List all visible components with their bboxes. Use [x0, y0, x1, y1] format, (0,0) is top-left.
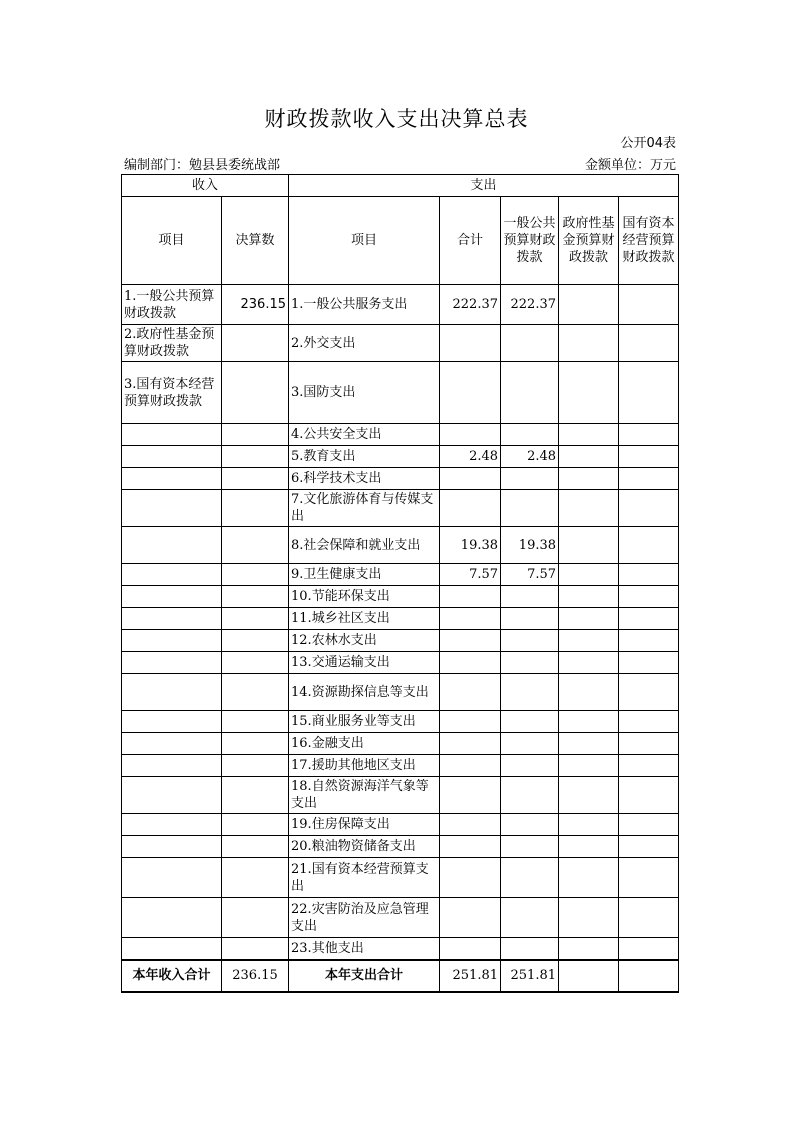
income-amount-cell: [222, 630, 289, 652]
state-capital-cell: [619, 858, 679, 898]
final-accounts-table: [121, 174, 679, 993]
expense-item-cell: 18.自然资源海洋气象等支出: [289, 777, 440, 814]
header-state-capital: 国有资本经营预算财政拨款: [619, 197, 679, 285]
general-budget-cell: [501, 608, 559, 630]
header-general-budget: 一般公共预算财政拨款: [501, 197, 559, 285]
gov-fund-cell: [559, 777, 619, 814]
income-item-cell: [122, 608, 222, 630]
expense-item-cell: 20.粮油物资储备支出: [289, 836, 440, 858]
expense-item-cell: 13.交通运输支出: [289, 652, 440, 674]
expense-total-cell: 19.38: [440, 527, 501, 564]
gov-fund-cell: [559, 755, 619, 777]
income-amount-cell: [222, 468, 289, 490]
income-item-cell: [122, 814, 222, 836]
general-budget-cell: [501, 468, 559, 490]
expense-item-cell: 17.援助其他地区支出: [289, 755, 440, 777]
expense-item-cell: 7.文化旅游体育与传媒支出: [289, 490, 440, 527]
expense-item-cell: 23.其他支出: [289, 938, 440, 960]
income-amount-cell: [222, 490, 289, 527]
expense-item-cell: 10.节能环保支出: [289, 586, 440, 608]
income-item-cell: [122, 586, 222, 608]
general-budget-cell: [501, 733, 559, 755]
income-item-cell: [122, 652, 222, 674]
general-budget-cell: [501, 325, 559, 362]
general-budget-cell: [501, 755, 559, 777]
gov-fund-cell: [559, 285, 619, 325]
table-row: [122, 711, 679, 733]
general-budget-cell: [501, 711, 559, 733]
gov-fund-cell: [559, 674, 619, 711]
income-amount-cell: [222, 446, 289, 468]
gov-fund-cell: [559, 858, 619, 898]
expense-item-cell: 8.社会保障和就业支出: [289, 527, 440, 564]
expense-total-cell: [440, 898, 501, 938]
expense-total-cell: 2.48: [440, 446, 501, 468]
state-capital-cell: [619, 711, 679, 733]
table-row: [122, 325, 679, 362]
income-amount-cell: [222, 814, 289, 836]
expense-total-cell: [440, 674, 501, 711]
gov-fund-cell: [559, 424, 619, 446]
general-budget-cell: [501, 858, 559, 898]
income-item-cell: [122, 630, 222, 652]
header-gov-fund: 政府性基金预算财政拨款: [559, 197, 619, 285]
income-total-amount: 236.15: [222, 960, 289, 992]
gov-fund-cell: [559, 564, 619, 586]
gov-fund-cell: [559, 711, 619, 733]
general-budget-cell: [501, 630, 559, 652]
general-budget-cell: [501, 938, 559, 960]
income-item-cell: [122, 468, 222, 490]
state-capital-cell: [619, 325, 679, 362]
income-item-cell: 1.一般公共预算财政拨款: [122, 285, 222, 325]
gov-fund-cell: [559, 446, 619, 468]
expense-item-cell: 19.住房保障支出: [289, 814, 440, 836]
expense-item-cell: 9.卫生健康支出: [289, 564, 440, 586]
income-item-cell: [122, 755, 222, 777]
expense-item-cell: 22.灾害防治及应急管理支出: [289, 898, 440, 938]
gov-fund-cell: [559, 836, 619, 858]
table-row: [122, 814, 679, 836]
table-row: [122, 630, 679, 652]
general-budget-cell: 19.38: [501, 527, 559, 564]
state-capital-cell: [619, 490, 679, 527]
state-capital-cell: [619, 836, 679, 858]
income-amount-cell: [222, 674, 289, 711]
income-item-cell: [122, 490, 222, 527]
gov-fund-cell: [559, 938, 619, 960]
header-total: 合计: [440, 197, 501, 285]
table-row: [122, 858, 679, 898]
state-capital-cell: [619, 898, 679, 938]
income-item-cell: [122, 836, 222, 858]
general-budget-cell: [501, 777, 559, 814]
table-row: [122, 674, 679, 711]
table-row: [122, 777, 679, 814]
expense-total-cell: [440, 630, 501, 652]
state-capital-cell: [619, 755, 679, 777]
gov-fund-cell: [559, 527, 619, 564]
state-capital-cell: [619, 564, 679, 586]
expense-total-cell: [440, 468, 501, 490]
state-capital-cell: [619, 424, 679, 446]
income-amount-cell: [222, 777, 289, 814]
expense-total-cell: [440, 362, 501, 424]
general-budget-cell: [501, 674, 559, 711]
income-amount-cell: [222, 898, 289, 938]
table-row: [122, 468, 679, 490]
header-row-columns: [122, 197, 679, 285]
expense-total-cell: 7.57: [440, 564, 501, 586]
header-expense-item: 项目: [289, 197, 440, 285]
expense-total-sum: 251.81: [440, 960, 501, 992]
table-row: [122, 564, 679, 586]
table-row: [122, 586, 679, 608]
state-capital-cell: [619, 362, 679, 424]
expense-total-label: 本年支出合计: [289, 960, 440, 992]
general-budget-total: 251.81: [501, 960, 559, 992]
state-capital-cell: [619, 285, 679, 325]
header-final-amount: 决算数: [222, 197, 289, 285]
gov-fund-cell: [559, 586, 619, 608]
income-item-cell: 3.国有资本经营预算财政拨款: [122, 362, 222, 424]
gov-fund-cell: [559, 733, 619, 755]
income-item-cell: [122, 938, 222, 960]
income-amount-cell: [222, 711, 289, 733]
gov-fund-cell: [559, 362, 619, 424]
table-row: [122, 362, 679, 424]
table-row: [122, 446, 679, 468]
general-budget-cell: [501, 424, 559, 446]
table-row: [122, 733, 679, 755]
expense-total-cell: [440, 424, 501, 446]
expense-total-cell: [440, 652, 501, 674]
unit-label: 金额单位：万元: [584, 158, 676, 173]
income-item-cell: [122, 527, 222, 564]
gov-fund-cell: [559, 325, 619, 362]
expense-item-cell: 6.科学技术支出: [289, 468, 440, 490]
table-row: [122, 836, 679, 858]
state-capital-cell: [619, 608, 679, 630]
expense-total-cell: [440, 836, 501, 858]
page-title: 财政拨款收入支出决算总表: [264, 107, 529, 131]
table-row: [122, 755, 679, 777]
state-capital-cell: [619, 777, 679, 814]
state-capital-cell: [619, 527, 679, 564]
expense-total-cell: [440, 586, 501, 608]
expense-item-cell: 12.农林水支出: [289, 630, 440, 652]
expense-total-cell: [440, 858, 501, 898]
expense-total-cell: 222.37: [440, 285, 501, 325]
table-row: [122, 652, 679, 674]
table-row: [122, 527, 679, 564]
income-amount-cell: [222, 325, 289, 362]
expense-total-cell: [440, 733, 501, 755]
general-budget-cell: [501, 586, 559, 608]
header-income: 收入: [122, 175, 289, 197]
table-row: [122, 608, 679, 630]
expense-item-cell: 5.教育支出: [289, 446, 440, 468]
expense-total-cell: [440, 490, 501, 527]
income-amount-cell: [222, 733, 289, 755]
gov-fund-cell: [559, 898, 619, 938]
state-capital-cell: [619, 814, 679, 836]
header-row-group: [122, 175, 679, 197]
dept-label: 编制部门：勉县县委统战部: [124, 158, 281, 173]
table-row: [122, 285, 679, 325]
state-capital-cell: [619, 446, 679, 468]
general-budget-cell: 2.48: [501, 446, 559, 468]
income-item-cell: [122, 564, 222, 586]
expense-item-cell: 2.外交支出: [289, 325, 440, 362]
income-amount-cell: [222, 652, 289, 674]
general-budget-cell: [501, 362, 559, 424]
state-capital-total: [619, 960, 679, 992]
income-item-cell: [122, 674, 222, 711]
income-amount-cell: [222, 755, 289, 777]
expense-item-cell: 3.国防支出: [289, 362, 440, 424]
income-item-cell: [122, 858, 222, 898]
income-amount-cell: [222, 586, 289, 608]
expense-item-cell: 4.公共安全支出: [289, 424, 440, 446]
gov-fund-cell: [559, 630, 619, 652]
general-budget-cell: [501, 652, 559, 674]
expense-item-cell: 14.资源勘探信息等支出: [289, 674, 440, 711]
state-capital-cell: [619, 630, 679, 652]
table-row: [122, 938, 679, 960]
income-amount-cell: 236.15: [222, 285, 289, 325]
expense-total-cell: [440, 814, 501, 836]
income-amount-cell: [222, 836, 289, 858]
gov-fund-cell: [559, 814, 619, 836]
income-item-cell: [122, 777, 222, 814]
expense-item-cell: 1.一般公共服务支出: [289, 285, 440, 325]
income-item-cell: [122, 711, 222, 733]
gov-fund-cell: [559, 490, 619, 527]
gov-fund-cell: [559, 652, 619, 674]
income-amount-cell: [222, 527, 289, 564]
header-income-item: 项目: [122, 197, 222, 285]
expense-total-cell: [440, 938, 501, 960]
income-amount-cell: [222, 608, 289, 630]
expense-item-cell: 11.城乡社区支出: [289, 608, 440, 630]
expense-item-cell: 21.国有资本经营预算支出: [289, 858, 440, 898]
table-code: 公开04表: [620, 136, 676, 151]
income-item-cell: [122, 898, 222, 938]
state-capital-cell: [619, 674, 679, 711]
expense-total-cell: [440, 777, 501, 814]
totals-row: [122, 960, 679, 992]
expense-total-cell: [440, 608, 501, 630]
income-amount-cell: [222, 564, 289, 586]
state-capital-cell: [619, 586, 679, 608]
general-budget-cell: [501, 898, 559, 938]
expense-item-cell: 15.商业服务业等支出: [289, 711, 440, 733]
table-row: [122, 490, 679, 527]
income-item-cell: [122, 446, 222, 468]
state-capital-cell: [619, 468, 679, 490]
income-item-cell: [122, 733, 222, 755]
income-item-cell: 2.政府性基金预算财政拨款: [122, 325, 222, 362]
table-row: [122, 424, 679, 446]
expense-total-cell: [440, 711, 501, 733]
general-budget-cell: [501, 836, 559, 858]
general-budget-cell: [501, 814, 559, 836]
income-amount-cell: [222, 424, 289, 446]
expense-total-cell: [440, 755, 501, 777]
table-row: [122, 898, 679, 938]
income-amount-cell: [222, 938, 289, 960]
gov-fund-cell: [559, 468, 619, 490]
gov-fund-total: [559, 960, 619, 992]
state-capital-cell: [619, 652, 679, 674]
general-budget-cell: 222.37: [501, 285, 559, 325]
expense-item-cell: 16.金融支出: [289, 733, 440, 755]
gov-fund-cell: [559, 608, 619, 630]
general-budget-cell: [501, 490, 559, 527]
income-amount-cell: [222, 362, 289, 424]
expense-total-cell: [440, 325, 501, 362]
header-expense: 支出: [289, 175, 679, 197]
income-total-label: 本年收入合计: [122, 960, 222, 992]
income-item-cell: [122, 424, 222, 446]
state-capital-cell: [619, 938, 679, 960]
income-amount-cell: [222, 858, 289, 898]
state-capital-cell: [619, 733, 679, 755]
general-budget-cell: 7.57: [501, 564, 559, 586]
